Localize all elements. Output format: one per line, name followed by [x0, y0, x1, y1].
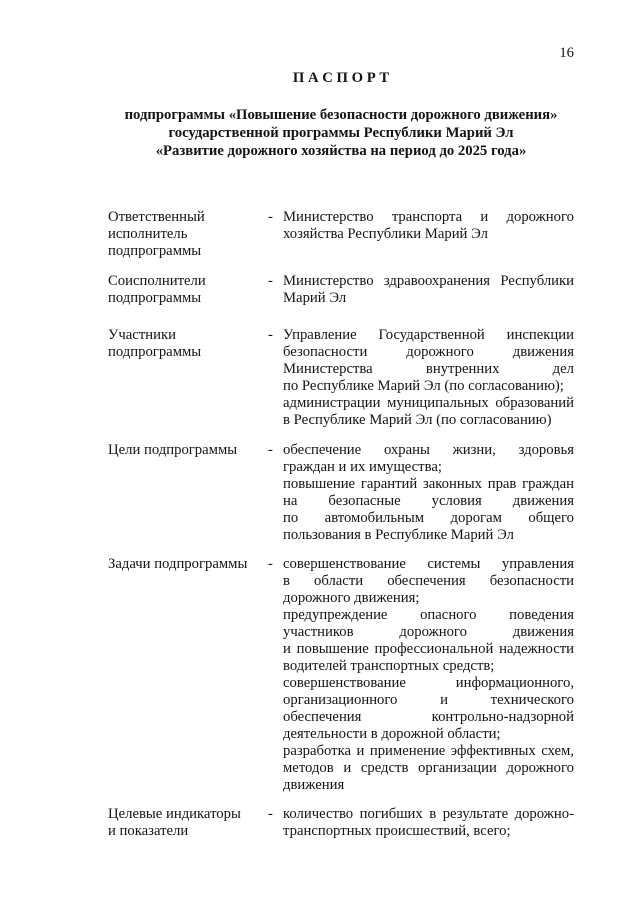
- row-label-line: Цели подпрограммы: [108, 442, 238, 458]
- row-value-line: совершенствование системы управления: [283, 556, 574, 572]
- subtitle-line: государственной программы Республики Марий Эл: [168, 125, 514, 141]
- row-label-line: Участники: [108, 327, 176, 343]
- row-separator: -: [268, 327, 273, 343]
- row-value: [283, 556, 574, 794]
- document-title: П А С П О Р Т: [292, 70, 390, 86]
- row-label-line: подпрограммы: [108, 290, 202, 306]
- row-value-line: безопасности дорожного движения: [283, 344, 574, 360]
- row-value-line: на безопасные условия движения: [283, 493, 574, 509]
- row-label: [108, 556, 266, 573]
- row-label-line: исполнитель: [108, 226, 188, 242]
- row-separator: -: [268, 209, 273, 225]
- row-value-line: методов и средств организации дорожного: [283, 760, 574, 776]
- row-label-line: подпрограммы: [108, 344, 202, 360]
- row-label: [108, 327, 266, 361]
- row-label: [108, 806, 266, 840]
- row-value-line: движения: [283, 777, 345, 793]
- row-value-line: граждан и их имущества;: [283, 459, 442, 475]
- row-value-line: Марий Эл: [283, 290, 347, 306]
- row-value-line: дорожного движения;: [283, 590, 420, 606]
- row-value-line: транспортных происшествий, всего;: [283, 823, 511, 839]
- row-value: [283, 209, 574, 243]
- row-value: [283, 273, 574, 307]
- row-value-line: в Республике Марий Эл (по согласованию): [283, 412, 552, 428]
- row-value-line: деятельности в дорожной области;: [283, 726, 501, 742]
- row-value-line: совершенствование информационного,: [283, 675, 574, 691]
- row-value-line: Министерство транспорта и дорожного: [283, 209, 574, 225]
- row-separator: -: [268, 442, 273, 458]
- row-value-line: администрации муниципальных образований: [283, 395, 574, 411]
- row-label: [108, 209, 266, 260]
- row-separator: -: [268, 806, 273, 822]
- row-value-line: количество погибших в результате дорожно-: [283, 806, 574, 822]
- row-label-line: Задачи подпрограммы: [108, 556, 248, 572]
- row-value-line: пользования в Республике Марий Эл: [283, 527, 514, 543]
- row-label-line: Соисполнители: [108, 273, 206, 289]
- row-value-line: разработка и применение эффективных схем,: [283, 743, 574, 759]
- subtitle-line: подпрограммы «Повышение безопасности дорожного движения»: [124, 107, 558, 123]
- row-value-line: хозяйства Республики Марий Эл: [283, 226, 488, 242]
- row-value-line: водителей транспортных средств;: [283, 658, 495, 674]
- subtitle-line: «Развитие дорожного хозяйства на период до 2025 года»: [155, 143, 527, 159]
- row-label-line: Ответственный: [108, 209, 205, 225]
- row-value-line: по автомобильным дорогам общего: [283, 510, 574, 526]
- row-value-line: участников дорожного движения: [283, 624, 574, 640]
- row-value-line: обеспечения контрольно-надзорной: [283, 709, 574, 725]
- row-label-line: Целевые индикаторы: [108, 806, 241, 822]
- row-value-line: и повышение профессиональной надежности: [283, 641, 574, 657]
- document-subtitle: [108, 106, 574, 160]
- row-value-line: по Республике Марий Эл (по согласованию);: [283, 378, 564, 394]
- row-value: [283, 442, 574, 544]
- row-separator: -: [268, 273, 273, 289]
- row-value-line: предупреждение опасного поведения: [283, 607, 574, 623]
- row-value-line: в области обеспечения безопасности: [283, 573, 574, 589]
- row-label-line: и показатели: [108, 823, 189, 839]
- row-value-line: Министерство здравоохранения Республики: [283, 273, 574, 289]
- row-value: [283, 327, 574, 429]
- row-separator: -: [268, 556, 273, 572]
- page-number: 16: [559, 45, 574, 61]
- row-value-line: обеспечение охраны жизни, здоровья: [283, 442, 574, 458]
- row-value-line: повышение гарантий законных прав граждан: [283, 476, 574, 492]
- row-value-line: Управление Государственной инспекции: [283, 327, 574, 343]
- row-label-line: подпрограммы: [108, 243, 202, 259]
- row-label: [108, 273, 266, 307]
- row-value-line: Министерства внутренних дел: [283, 361, 574, 377]
- row-label: [108, 442, 266, 459]
- row-value-line: организационного и технического: [283, 692, 574, 708]
- row-value: [283, 806, 574, 840]
